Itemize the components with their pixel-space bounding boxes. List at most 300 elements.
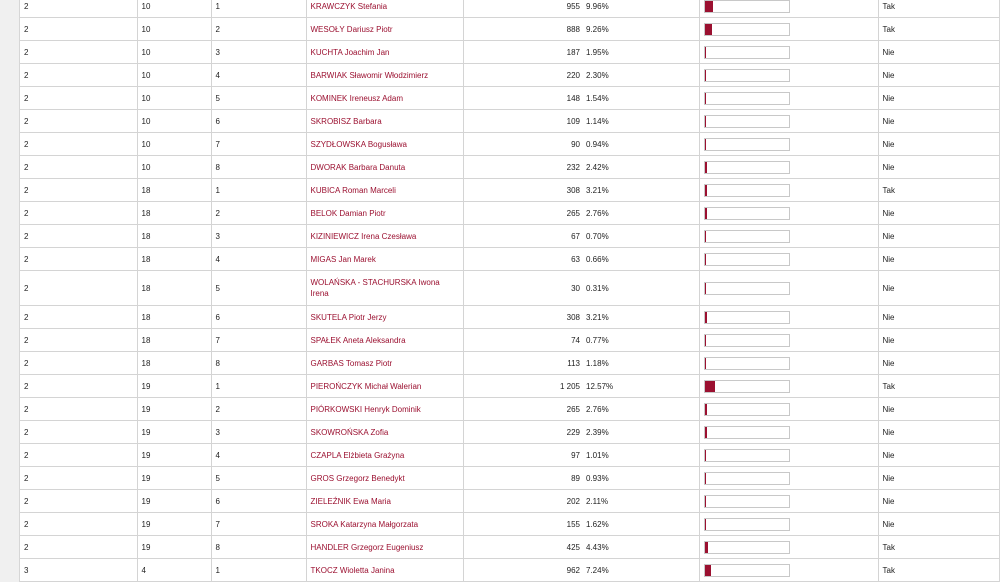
list-number: 10 bbox=[137, 64, 211, 87]
votes-bar-cell bbox=[699, 87, 878, 110]
candidate-name-link[interactable]: WOLAŃSKA - STACHURSKA Iwona Irena bbox=[311, 278, 440, 298]
votes-bar-fill bbox=[705, 565, 711, 576]
list-number: 19 bbox=[137, 467, 211, 490]
candidate-name-link[interactable]: KUBICA Roman Marceli bbox=[311, 186, 396, 195]
votes-count: 308 bbox=[463, 306, 583, 329]
votes-count: 265 bbox=[463, 202, 583, 225]
votes-bar-cell bbox=[699, 225, 878, 248]
votes-count: 63 bbox=[463, 248, 583, 271]
candidate-name-cell bbox=[306, 490, 463, 513]
list-number: 18 bbox=[137, 179, 211, 202]
candidate-name-link[interactable]: SKOWROŃSKA Zofia bbox=[311, 428, 389, 437]
candidate-name-cell bbox=[306, 64, 463, 87]
position-on-list: 2 bbox=[211, 398, 306, 421]
table-row bbox=[20, 64, 999, 87]
votes-count: 220 bbox=[463, 64, 583, 87]
votes-bar-fill bbox=[705, 93, 706, 104]
votes-count: 30 bbox=[463, 271, 583, 306]
votes-percent: 3.21% bbox=[583, 306, 699, 329]
district-number: 2 bbox=[20, 271, 137, 306]
votes-bar bbox=[704, 92, 790, 105]
votes-bar-fill bbox=[705, 519, 706, 530]
votes-bar-fill bbox=[705, 139, 706, 150]
candidate-name-cell bbox=[306, 444, 463, 467]
elected-status: Nie bbox=[878, 352, 999, 375]
elected-status: Nie bbox=[878, 444, 999, 467]
votes-count: 1 205 bbox=[463, 375, 583, 398]
district-number: 2 bbox=[20, 202, 137, 225]
candidate-name-cell bbox=[306, 0, 463, 18]
votes-bar-cell bbox=[699, 156, 878, 179]
votes-bar-fill bbox=[705, 47, 707, 58]
votes-count: 962 bbox=[463, 559, 583, 582]
position-on-list: 7 bbox=[211, 329, 306, 352]
district-number: 2 bbox=[20, 110, 137, 133]
votes-bar-cell bbox=[699, 271, 878, 306]
position-on-list: 4 bbox=[211, 248, 306, 271]
votes-percent: 2.76% bbox=[583, 398, 699, 421]
votes-bar-fill bbox=[705, 208, 707, 219]
votes-percent: 2.11% bbox=[583, 490, 699, 513]
table-row bbox=[20, 306, 999, 329]
votes-bar bbox=[704, 69, 790, 82]
candidate-name-cell bbox=[306, 156, 463, 179]
list-number: 18 bbox=[137, 202, 211, 225]
candidate-name-cell bbox=[306, 179, 463, 202]
table-row bbox=[20, 225, 999, 248]
list-number: 19 bbox=[137, 536, 211, 559]
votes-percent: 1.14% bbox=[583, 110, 699, 133]
list-number: 18 bbox=[137, 225, 211, 248]
list-number: 19 bbox=[137, 375, 211, 398]
list-number: 10 bbox=[137, 0, 211, 18]
votes-bar bbox=[704, 564, 790, 577]
votes-bar bbox=[704, 230, 790, 243]
votes-bar bbox=[704, 207, 790, 220]
candidate-name-cell bbox=[306, 225, 463, 248]
district-number: 2 bbox=[20, 398, 137, 421]
votes-percent: 1.95% bbox=[583, 41, 699, 64]
table-row bbox=[20, 179, 999, 202]
table-row bbox=[20, 375, 999, 398]
district-number: 2 bbox=[20, 41, 137, 64]
table-row bbox=[20, 513, 999, 536]
votes-bar bbox=[704, 253, 790, 266]
elected-status: Tak bbox=[878, 559, 999, 582]
list-number: 4 bbox=[137, 559, 211, 582]
votes-count: 202 bbox=[463, 490, 583, 513]
votes-bar-cell bbox=[699, 513, 878, 536]
district-number: 2 bbox=[20, 513, 137, 536]
elected-status: Tak bbox=[878, 18, 999, 41]
votes-percent: 0.77% bbox=[583, 329, 699, 352]
results-table-container bbox=[19, 0, 1000, 582]
votes-bar-cell bbox=[699, 110, 878, 133]
elected-status: Nie bbox=[878, 421, 999, 444]
votes-percent: 9.96% bbox=[583, 0, 699, 18]
votes-percent: 1.54% bbox=[583, 87, 699, 110]
list-number: 19 bbox=[137, 398, 211, 421]
position-on-list: 2 bbox=[211, 202, 306, 225]
elected-status: Nie bbox=[878, 41, 999, 64]
votes-bar-cell bbox=[699, 0, 878, 18]
table-row bbox=[20, 110, 999, 133]
votes-bar-fill bbox=[705, 335, 706, 346]
position-on-list: 6 bbox=[211, 490, 306, 513]
district-number: 2 bbox=[20, 87, 137, 110]
elected-status: Nie bbox=[878, 64, 999, 87]
district-number: 2 bbox=[20, 467, 137, 490]
votes-count: 232 bbox=[463, 156, 583, 179]
candidate-name-link[interactable]: GARBAS Tomasz Piotr bbox=[311, 359, 393, 368]
votes-bar bbox=[704, 403, 790, 416]
votes-bar bbox=[704, 495, 790, 508]
votes-bar-cell bbox=[699, 41, 878, 64]
votes-count: 113 bbox=[463, 352, 583, 375]
votes-count: 67 bbox=[463, 225, 583, 248]
votes-bar-fill bbox=[705, 70, 707, 81]
district-number: 2 bbox=[20, 179, 137, 202]
table-row bbox=[20, 398, 999, 421]
candidate-name-cell bbox=[306, 559, 463, 582]
candidate-name-link[interactable]: PIÓRKOWSKI Henryk Dominik bbox=[311, 405, 421, 414]
table-row bbox=[20, 421, 999, 444]
votes-bar bbox=[704, 23, 790, 36]
votes-count: 97 bbox=[463, 444, 583, 467]
votes-bar-cell bbox=[699, 329, 878, 352]
elected-status: Nie bbox=[878, 156, 999, 179]
candidate-name-cell bbox=[306, 202, 463, 225]
candidate-name-cell bbox=[306, 87, 463, 110]
votes-bar-cell bbox=[699, 352, 878, 375]
candidate-name-link[interactable]: ZIELEŹNIK Ewa Maria bbox=[311, 497, 391, 506]
votes-bar-fill bbox=[705, 542, 709, 553]
district-number: 2 bbox=[20, 156, 137, 179]
votes-bar-fill bbox=[705, 450, 706, 461]
candidate-name-cell bbox=[306, 421, 463, 444]
votes-bar bbox=[704, 334, 790, 347]
votes-bar bbox=[704, 161, 790, 174]
votes-bar-fill bbox=[705, 254, 706, 265]
candidate-name-link[interactable]: KIZINIEWICZ Irena Czesława bbox=[311, 232, 417, 241]
votes-percent: 1.62% bbox=[583, 513, 699, 536]
position-on-list: 1 bbox=[211, 375, 306, 398]
position-on-list: 8 bbox=[211, 352, 306, 375]
table-row bbox=[20, 248, 999, 271]
votes-bar-fill bbox=[705, 404, 707, 415]
elected-status: Tak bbox=[878, 0, 999, 18]
votes-bar bbox=[704, 426, 790, 439]
votes-count: 155 bbox=[463, 513, 583, 536]
votes-bar-cell bbox=[699, 306, 878, 329]
table-row bbox=[20, 490, 999, 513]
district-number: 3 bbox=[20, 559, 137, 582]
list-number: 10 bbox=[137, 18, 211, 41]
position-on-list: 6 bbox=[211, 110, 306, 133]
list-number: 10 bbox=[137, 41, 211, 64]
candidate-name-cell bbox=[306, 18, 463, 41]
votes-percent: 12.57% bbox=[583, 375, 699, 398]
candidate-name-cell bbox=[306, 536, 463, 559]
list-number: 19 bbox=[137, 490, 211, 513]
votes-bar-fill bbox=[705, 116, 706, 127]
elected-status: Nie bbox=[878, 490, 999, 513]
list-number: 10 bbox=[137, 87, 211, 110]
elected-status: Nie bbox=[878, 248, 999, 271]
candidate-name-link[interactable]: SKROBISZ Barbara bbox=[311, 117, 382, 126]
elected-status: Tak bbox=[878, 179, 999, 202]
votes-count: 265 bbox=[463, 398, 583, 421]
votes-percent: 0.93% bbox=[583, 467, 699, 490]
votes-percent: 1.18% bbox=[583, 352, 699, 375]
votes-bar-fill bbox=[705, 358, 706, 369]
table-row bbox=[20, 467, 999, 490]
votes-percent: 0.70% bbox=[583, 225, 699, 248]
votes-bar-cell bbox=[699, 375, 878, 398]
list-number: 19 bbox=[137, 421, 211, 444]
votes-bar bbox=[704, 46, 790, 59]
list-number: 10 bbox=[137, 110, 211, 133]
list-number: 18 bbox=[137, 248, 211, 271]
votes-bar bbox=[704, 357, 790, 370]
table-row bbox=[20, 352, 999, 375]
candidate-name-link[interactable]: TKOCZ Wioletta Janina bbox=[311, 566, 395, 575]
votes-count: 89 bbox=[463, 467, 583, 490]
position-on-list: 7 bbox=[211, 513, 306, 536]
candidate-name-cell bbox=[306, 467, 463, 490]
candidate-name-cell bbox=[306, 352, 463, 375]
table-row bbox=[20, 87, 999, 110]
votes-count: 90 bbox=[463, 133, 583, 156]
table-row bbox=[20, 329, 999, 352]
candidate-name-link[interactable]: BELOK Damian Piotr bbox=[311, 209, 386, 218]
votes-percent: 0.66% bbox=[583, 248, 699, 271]
district-number: 2 bbox=[20, 352, 137, 375]
district-number: 2 bbox=[20, 18, 137, 41]
list-number: 18 bbox=[137, 352, 211, 375]
votes-bar bbox=[704, 518, 790, 531]
votes-percent: 2.42% bbox=[583, 156, 699, 179]
list-number: 18 bbox=[137, 329, 211, 352]
votes-bar-cell bbox=[699, 248, 878, 271]
candidate-name-cell bbox=[306, 133, 463, 156]
elected-status: Nie bbox=[878, 87, 999, 110]
candidate-name-link[interactable]: HANDLER Grzegorz Eugeniusz bbox=[311, 543, 424, 552]
district-number: 2 bbox=[20, 0, 137, 18]
candidate-name-cell bbox=[306, 41, 463, 64]
votes-bar-fill bbox=[705, 312, 708, 323]
votes-bar-cell bbox=[699, 444, 878, 467]
elected-status: Nie bbox=[878, 398, 999, 421]
candidate-name-cell bbox=[306, 271, 463, 306]
elected-status: Nie bbox=[878, 306, 999, 329]
position-on-list: 2 bbox=[211, 18, 306, 41]
elected-status: Nie bbox=[878, 513, 999, 536]
votes-bar bbox=[704, 449, 790, 462]
table-row bbox=[20, 18, 999, 41]
position-on-list: 5 bbox=[211, 87, 306, 110]
votes-bar-fill bbox=[705, 496, 707, 507]
candidate-name-link[interactable]: KUCHTA Joachim Jan bbox=[311, 48, 390, 57]
table-row bbox=[20, 271, 999, 306]
elected-status: Nie bbox=[878, 271, 999, 306]
table-row bbox=[20, 133, 999, 156]
votes-percent: 2.76% bbox=[583, 202, 699, 225]
list-number: 10 bbox=[137, 133, 211, 156]
list-number: 18 bbox=[137, 306, 211, 329]
table-row bbox=[20, 202, 999, 225]
list-number: 19 bbox=[137, 513, 211, 536]
district-number: 2 bbox=[20, 329, 137, 352]
candidate-name-cell bbox=[306, 306, 463, 329]
position-on-list: 5 bbox=[211, 271, 306, 306]
position-on-list: 1 bbox=[211, 179, 306, 202]
votes-bar-cell bbox=[699, 202, 878, 225]
candidate-name-cell bbox=[306, 110, 463, 133]
votes-bar-cell bbox=[699, 398, 878, 421]
votes-count: 955 bbox=[463, 0, 583, 18]
votes-bar-cell bbox=[699, 133, 878, 156]
votes-bar bbox=[704, 380, 790, 393]
candidate-results-table bbox=[20, 0, 999, 582]
candidate-name-link[interactable]: KOMINEK Ireneusz Adam bbox=[311, 94, 403, 103]
votes-bar-cell bbox=[699, 467, 878, 490]
candidate-name-link[interactable]: KRAWCZYK Stefania bbox=[311, 2, 388, 11]
candidate-name-link[interactable]: SKUTELA Piotr Jerzy bbox=[311, 313, 387, 322]
votes-percent: 3.21% bbox=[583, 179, 699, 202]
elected-status: Nie bbox=[878, 329, 999, 352]
list-number: 10 bbox=[137, 156, 211, 179]
district-number: 2 bbox=[20, 490, 137, 513]
votes-bar bbox=[704, 0, 790, 13]
votes-count: 187 bbox=[463, 41, 583, 64]
votes-percent: 4.43% bbox=[583, 536, 699, 559]
votes-bar bbox=[704, 115, 790, 128]
votes-bar bbox=[704, 541, 790, 554]
elected-status: Nie bbox=[878, 225, 999, 248]
votes-percent: 7.24% bbox=[583, 559, 699, 582]
candidate-name-link[interactable]: MIGAS Jan Marek bbox=[311, 255, 376, 264]
candidate-name-link[interactable]: DWORAK Barbara Danuta bbox=[311, 163, 406, 172]
votes-bar-cell bbox=[699, 179, 878, 202]
candidate-name-cell bbox=[306, 398, 463, 421]
votes-count: 425 bbox=[463, 536, 583, 559]
position-on-list: 5 bbox=[211, 467, 306, 490]
candidate-name-cell bbox=[306, 329, 463, 352]
votes-bar-fill bbox=[705, 1, 713, 12]
district-number: 2 bbox=[20, 225, 137, 248]
elected-status: Nie bbox=[878, 202, 999, 225]
votes-bar bbox=[704, 282, 790, 295]
district-number: 2 bbox=[20, 444, 137, 467]
position-on-list: 8 bbox=[211, 536, 306, 559]
district-number: 2 bbox=[20, 306, 137, 329]
votes-bar-cell bbox=[699, 18, 878, 41]
table-row bbox=[20, 536, 999, 559]
position-on-list: 3 bbox=[211, 225, 306, 248]
district-number: 2 bbox=[20, 421, 137, 444]
candidate-name-link[interactable]: WESOŁY Dariusz Piotr bbox=[311, 25, 393, 34]
votes-bar-fill bbox=[705, 231, 706, 242]
candidate-name-cell bbox=[306, 513, 463, 536]
votes-bar-fill bbox=[705, 162, 707, 173]
table-row bbox=[20, 0, 999, 18]
votes-bar-fill bbox=[705, 185, 708, 196]
votes-bar-cell bbox=[699, 421, 878, 444]
position-on-list: 8 bbox=[211, 156, 306, 179]
list-number: 19 bbox=[137, 444, 211, 467]
votes-count: 148 bbox=[463, 87, 583, 110]
votes-percent: 1.01% bbox=[583, 444, 699, 467]
candidate-name-link[interactable]: SROKA Katarzyna Małgorzata bbox=[311, 520, 419, 529]
position-on-list: 1 bbox=[211, 0, 306, 18]
table-row bbox=[20, 559, 999, 582]
votes-count: 109 bbox=[463, 110, 583, 133]
votes-bar-fill bbox=[705, 427, 707, 438]
votes-bar bbox=[704, 472, 790, 485]
position-on-list: 4 bbox=[211, 444, 306, 467]
table-row bbox=[20, 156, 999, 179]
candidate-name-link[interactable]: BARWIAK Sławomir Włodzimierz bbox=[311, 71, 429, 80]
position-on-list: 6 bbox=[211, 306, 306, 329]
position-on-list: 4 bbox=[211, 64, 306, 87]
elected-status: Nie bbox=[878, 133, 999, 156]
table-row bbox=[20, 41, 999, 64]
table-row bbox=[20, 444, 999, 467]
elected-status: Nie bbox=[878, 467, 999, 490]
position-on-list: 1 bbox=[211, 559, 306, 582]
position-on-list: 3 bbox=[211, 421, 306, 444]
candidate-name-link[interactable]: GROS Grzegorz Benedykt bbox=[311, 474, 405, 483]
elected-status: Tak bbox=[878, 536, 999, 559]
position-on-list: 7 bbox=[211, 133, 306, 156]
votes-count: 888 bbox=[463, 18, 583, 41]
votes-percent: 9.26% bbox=[583, 18, 699, 41]
votes-percent: 0.31% bbox=[583, 271, 699, 306]
votes-bar-fill bbox=[705, 473, 706, 484]
votes-percent: 0.94% bbox=[583, 133, 699, 156]
position-on-list: 3 bbox=[211, 41, 306, 64]
district-number: 2 bbox=[20, 64, 137, 87]
district-number: 2 bbox=[20, 133, 137, 156]
elected-status: Nie bbox=[878, 110, 999, 133]
votes-bar-cell bbox=[699, 536, 878, 559]
votes-bar-fill bbox=[705, 381, 716, 392]
candidate-name-link[interactable]: CZAPLA Elżbieta Grażyna bbox=[311, 451, 405, 460]
district-number: 2 bbox=[20, 248, 137, 271]
district-number: 2 bbox=[20, 375, 137, 398]
votes-count: 229 bbox=[463, 421, 583, 444]
candidate-name-cell bbox=[306, 375, 463, 398]
votes-percent: 2.30% bbox=[583, 64, 699, 87]
candidate-name-link[interactable]: PIEROŃCZYK Michał Walerian bbox=[311, 382, 422, 391]
votes-bar bbox=[704, 184, 790, 197]
votes-bar-cell bbox=[699, 559, 878, 582]
votes-bar bbox=[704, 138, 790, 151]
votes-bar-cell bbox=[699, 490, 878, 513]
elected-status: Tak bbox=[878, 375, 999, 398]
votes-count: 74 bbox=[463, 329, 583, 352]
candidate-name-cell bbox=[306, 248, 463, 271]
votes-bar bbox=[704, 311, 790, 324]
votes-bar-cell bbox=[699, 64, 878, 87]
votes-percent: 2.39% bbox=[583, 421, 699, 444]
results-table-body bbox=[20, 0, 999, 582]
candidate-name-link[interactable]: SPAŁEK Aneta Aleksandra bbox=[311, 336, 406, 345]
candidate-name-link[interactable]: SZYDŁOWSKA Bogusława bbox=[311, 140, 407, 149]
district-number: 2 bbox=[20, 536, 137, 559]
votes-bar-fill bbox=[705, 24, 713, 35]
